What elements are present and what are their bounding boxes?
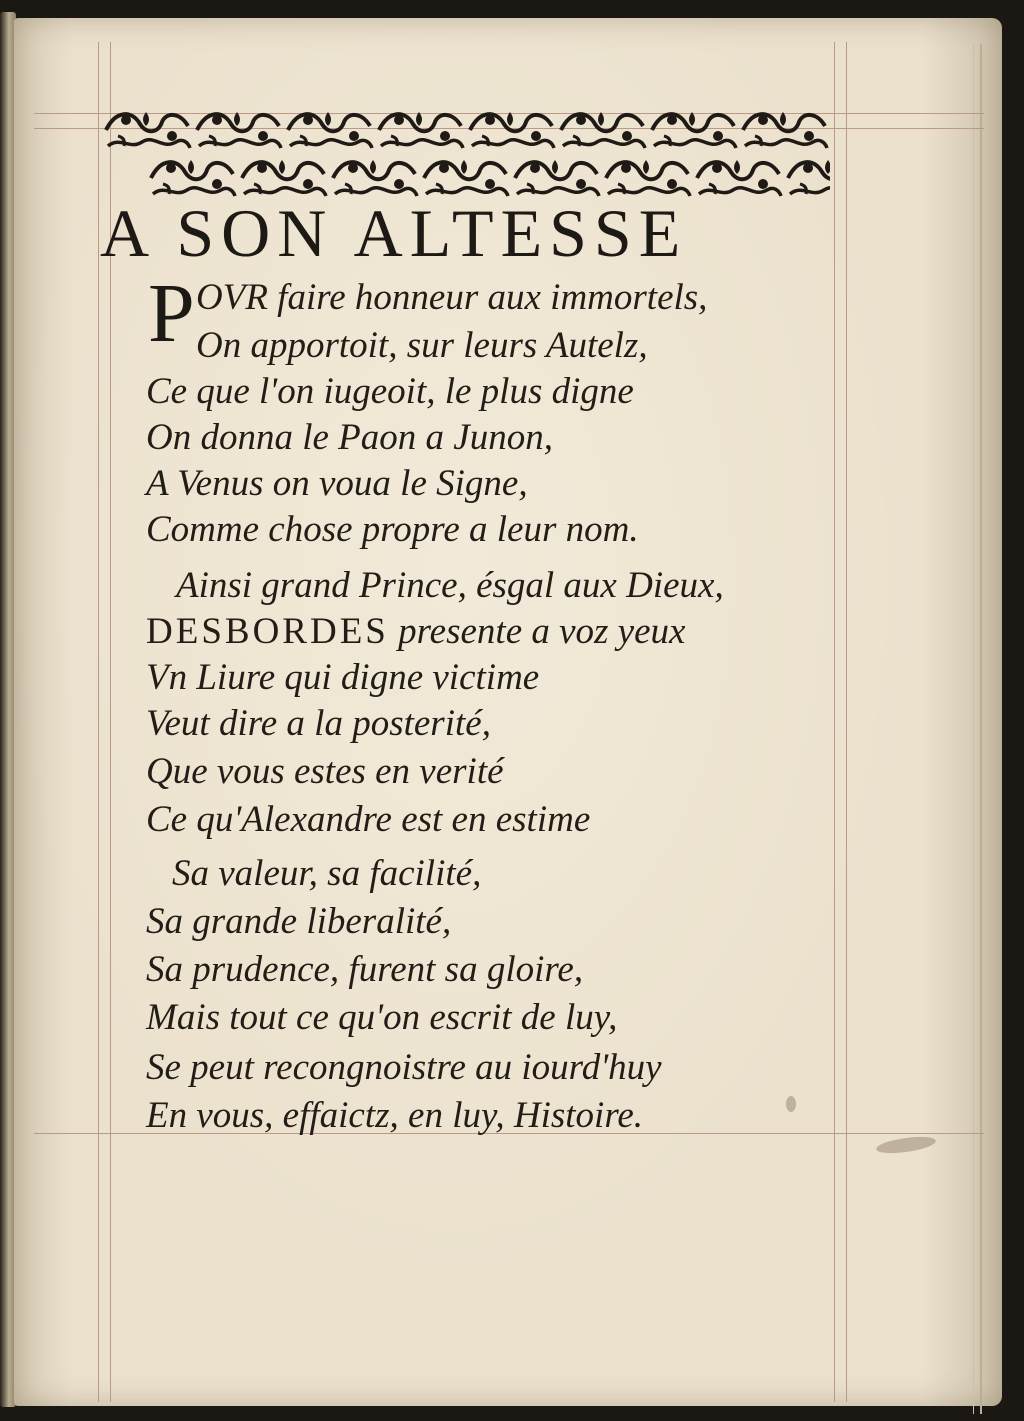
poem-line: Comme chose propre a leur nom.	[146, 509, 639, 550]
drop-cap: P	[148, 267, 195, 360]
author-name: DESBORDES	[146, 611, 389, 652]
margin-rule	[98, 42, 99, 1402]
poem-line-continuation: presente a voz yeux	[398, 611, 686, 652]
poem-line: A Venus on voua le Signe,	[146, 463, 528, 504]
poem-line: Vn Liure qui digne victime	[146, 657, 540, 698]
poem-line-1: OVR faire honneur aux immortels,	[196, 277, 708, 318]
poem	[142, 267, 822, 1136]
page-title: A SON ALTESSE	[100, 195, 688, 271]
poem-line: On apportoit, sur leurs Autelz,	[196, 325, 648, 366]
poem-line: Ce que l'on iugeoit, le plus digne	[146, 371, 634, 412]
poem-line: On donna le Paon a Junon,	[146, 417, 553, 458]
poem-line: Sa prudence, furent sa gloire,	[146, 949, 584, 990]
poem-line: En vous, effaictz, en luy, Histoire.	[146, 1095, 644, 1136]
poem-line: Veut dire a la posterité,	[146, 703, 491, 744]
poem-line: Sa valeur, sa facilité,	[172, 853, 482, 894]
ink-smudge	[875, 1134, 936, 1156]
poem-line: Ainsi grand Prince, ésgal aux Dieux,	[176, 565, 724, 606]
page-stack-edges	[973, 44, 982, 1414]
poem-line: Que vous estes en verité	[146, 751, 504, 792]
floral-headpiece-ornament	[102, 106, 830, 202]
margin-rule	[834, 42, 835, 1402]
margin-rule	[846, 42, 847, 1402]
poem-line: Se peut recongnoistre au iourd'huy	[146, 1047, 662, 1088]
poem-line	[146, 610, 685, 654]
poem-line: Sa grande liberalité,	[146, 901, 452, 942]
poem-line: Mais tout ce qu'on escrit de luy,	[146, 997, 618, 1038]
poem-line: Ce qu'Alexandre est en estime	[146, 799, 591, 840]
